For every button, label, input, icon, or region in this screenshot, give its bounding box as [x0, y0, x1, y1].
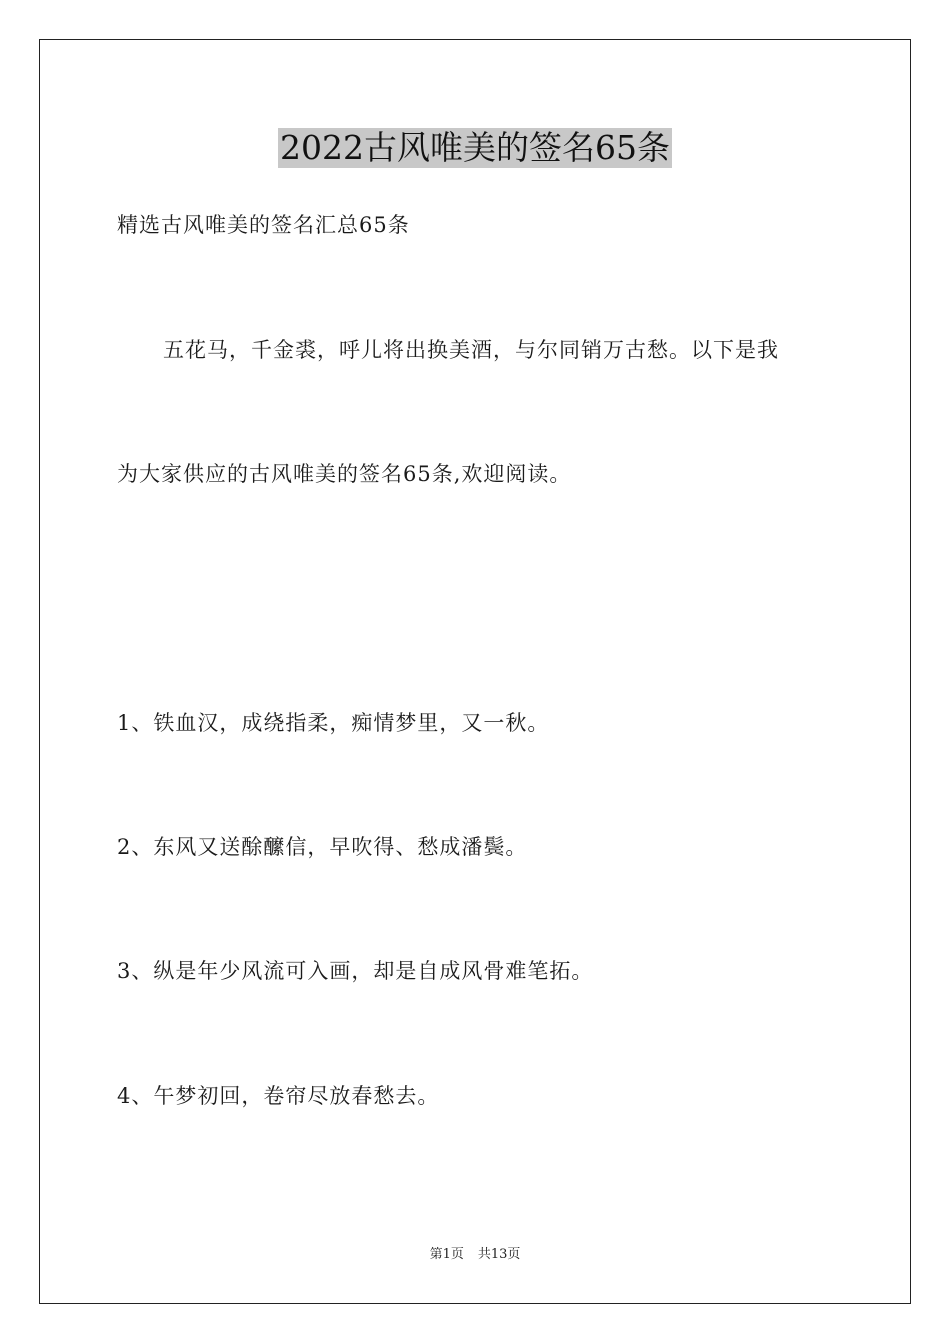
- list-item: 1、铁血汉，成绕指柔，痴情梦里，又一秋。: [117, 711, 550, 735]
- intro-paragraph-line-1: 五花马，千金裘，呼儿将出换美酒，与尔同销万古愁。以下是我: [163, 338, 779, 362]
- list-item: 3、纵是年少风流可入画，却是自成风骨难笔拓。: [117, 959, 594, 983]
- list-item: 2、东风又送酴醿信，早吹得、愁成潘鬓。: [117, 835, 528, 859]
- list-item: 4、午梦初回，卷帘尽放春愁去。: [117, 1084, 440, 1108]
- page-number: 第1页: [429, 1247, 464, 1262]
- page-total: 共13页: [477, 1247, 521, 1262]
- intro-paragraph-line-2: 为大家供应的古风唯美的签名65条,欢迎阅读。: [117, 462, 572, 486]
- document-title: 2022古风唯美的签名65条: [280, 128, 670, 167]
- document-subtitle: 精选古风唯美的签名汇总65条: [117, 213, 410, 237]
- page-footer: [0, 1246, 950, 1264]
- title-container: [0, 128, 950, 168]
